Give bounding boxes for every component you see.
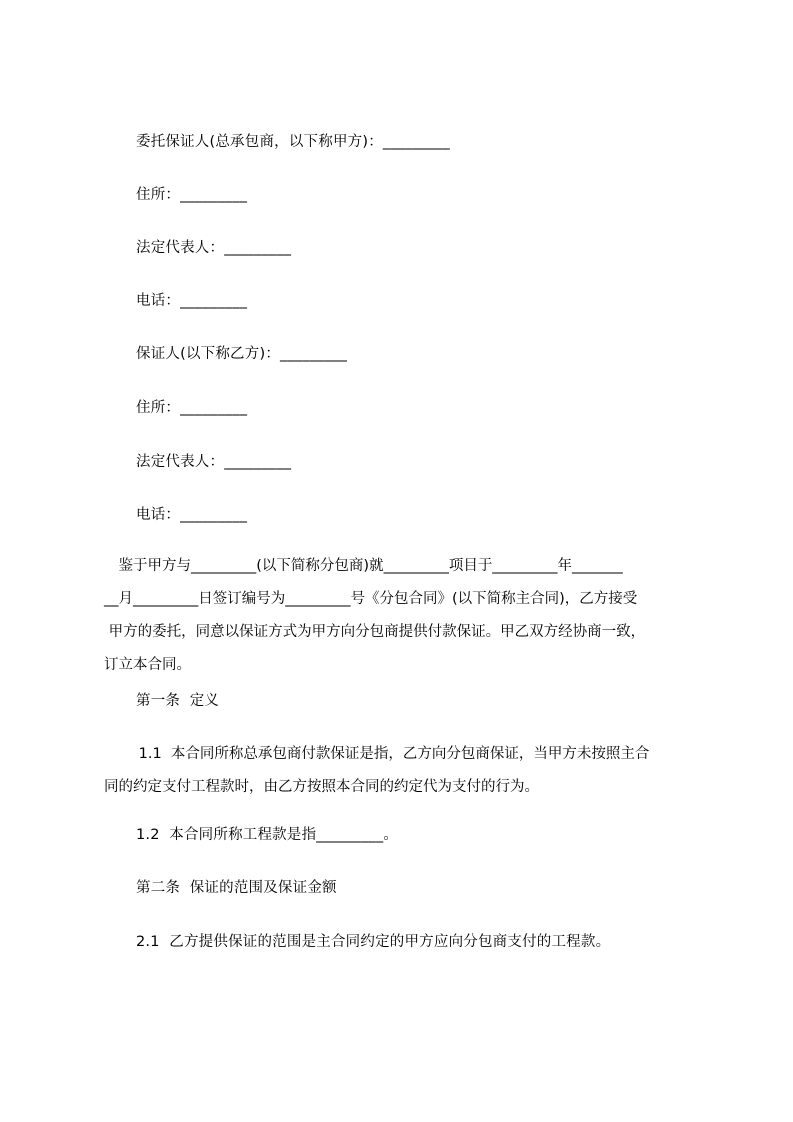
article-2-heading: 第二条 保证的范围及保证金额 — [136, 880, 337, 896]
party-a-legal-rep: 法定代表人：_________ — [136, 240, 292, 256]
party-b-address: 住所：_________ — [136, 400, 248, 416]
party-a-title-line: 委托保证人(总承包商，以下称甲方)：_________ — [136, 134, 450, 150]
party-b-legal-rep: 法定代表人：_________ — [136, 454, 292, 470]
clause-2-1: 2.1 乙方提供保证的范围是主合同约定的甲方应向分包商支付的工程款。 — [136, 934, 611, 950]
preamble-line-2: __月_________日签订编号为_________号《分包合同》(以下简称主合同)，乙方接受 — [104, 591, 638, 607]
party-b-title-line: 保证人(以下称乙方)：_________ — [136, 346, 348, 362]
party-b-phone: 电话：_________ — [136, 507, 248, 523]
clause-1-1-line-2: 同的约定支付工程款时，由乙方按照本合同的约定代为支付的行为。 — [104, 779, 539, 795]
party-a-phone: 电话：_________ — [136, 293, 248, 309]
preamble-paragraph — [104, 556, 694, 688]
clause-1-2: 1.2 本合同所称工程款是指_________。 — [136, 827, 399, 843]
preamble-line-4: 订立本合同。 — [104, 657, 191, 673]
party-a-address: 住所：_________ — [136, 187, 248, 203]
article-1-heading: 第一条 定义 — [136, 693, 220, 709]
clause-1-1-line-1: 1.1 本合同所称总承包商付款保证是指，乙方向分包商保证，当甲方未按照主合 — [134, 746, 650, 762]
preamble-line-3: 甲方的委托，同意以保证方式为甲方向分包商提供付款保证。甲乙双方经协商一致， — [104, 624, 646, 640]
preamble-line-1: 鉴于甲方与_________(以下简称分包商)就_________项目于_________年_______ — [104, 558, 623, 574]
clause-1-1 — [104, 744, 694, 810]
